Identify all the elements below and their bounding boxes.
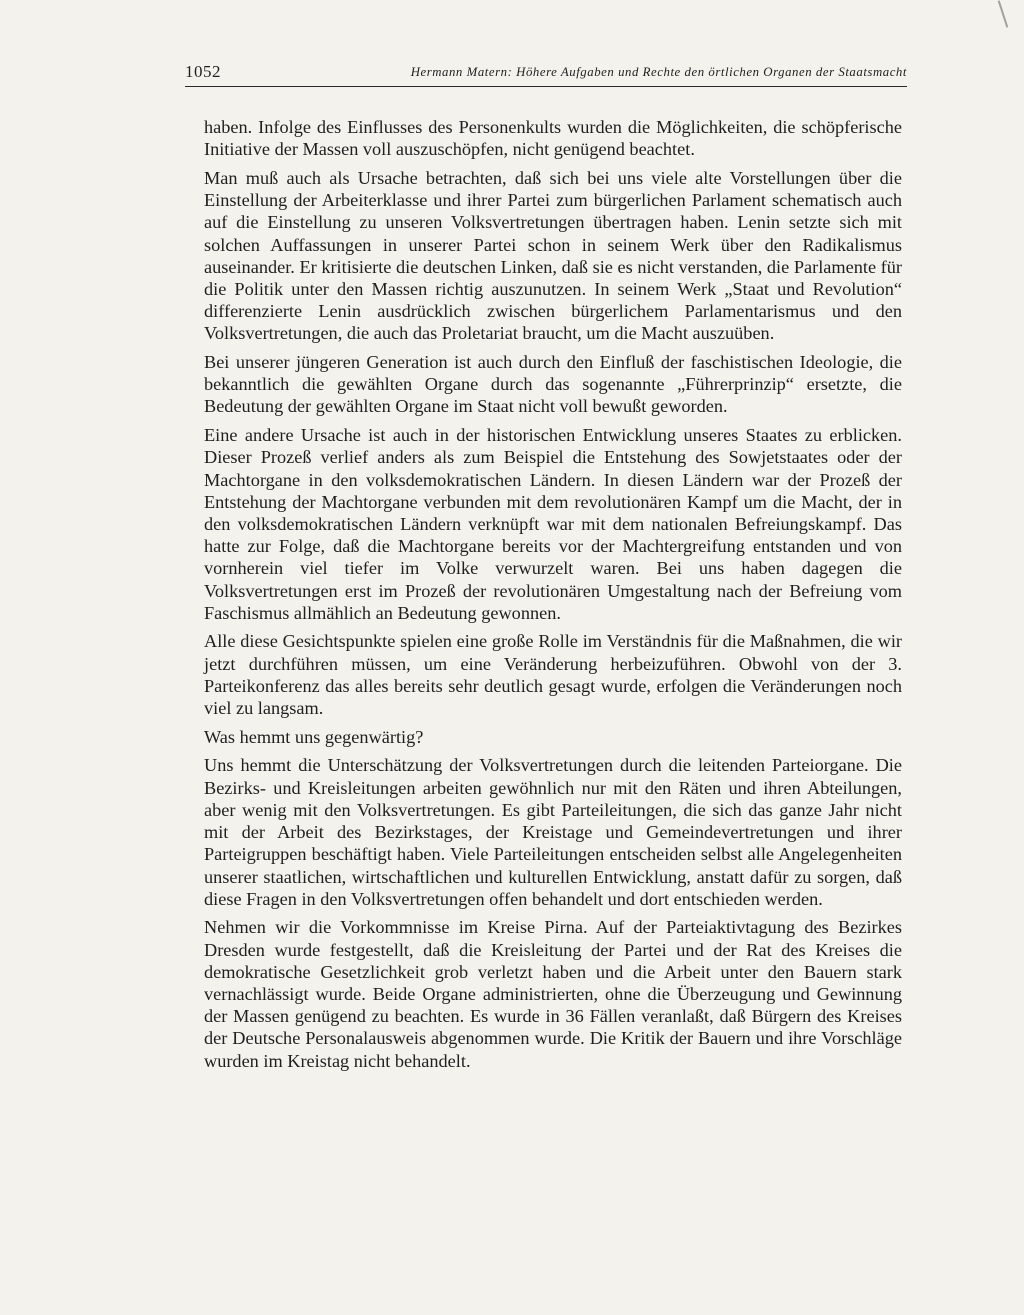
paragraph: Man muß auch als Ursache betrachten, daß sich bei uns viele alte Vorstellungen über die Einstellung der Arbeiterklasse und ihrer Partei zum bürgerlichen Parlament schematisch auch auf die Einstellung zu unseren Volksvertretungen übertragen haben. Lenin setzte sich mit solchen Auffassungen in unserer Partei schon in seinem Werk über den Radikalismus auseinander. Er kritisierte die deutschen Linken, daß sie es nicht verstanden, die Parlamente für die Politik unter den Massen richtig auszunutzen. In seinem Werk „Staat und Revolution“ differenzierte Lenin ausdrücklich zwischen bürgerlichem Parlamentarismus und den Volksvertretungen, die auch das Proletariat braucht, um die Macht auszuüben. [204,167,902,344]
page-header [185,62,907,87]
paragraph: Alle diese Gesichtspunkte spielen eine große Rolle im Verständnis für die Maßnahmen, die wir jetzt durchführen müssen, um eine Veränderung herbeizuführen. Obwohl von der 3. Parteikonferenz das alles bereits sehr deutlich gesagt wurde, erfolgen die Veränderungen noch viel zu langsam. [204,631,902,719]
body-text [204,116,902,1078]
paragraph: Bei unserer jüngeren Generation ist auch durch den Einfluß der faschistischen Ideologie, die bekanntlich die gewählten Organe durch das sogenannte „Führerprinzip“ ersetzte, die Bedeutung der gewählten Organe im Staat nicht voll bewußt geworden. [204,352,902,417]
paragraph: Nehmen wir die Vorkommnisse im Kreise Pirna. Auf der Parteiaktivtagung des Bezirkes Dresden wurde festgestellt, daß die Kreisleitung der Partei und der Rat des Kreises die demokratische Gesetzlichkeit grob verletzt haben und die Arbeit unter den Bauern stark vernachlässigt wurde. Beide Organe administrierten, ohne die Überzeugung und Gewinnung der Massen genügend zu beachten. Es wurde in 36 Fällen veranlaßt, daß Bürgern des Kreises der Deutsche Personalausweis abgenommen wurde. Die Kritik der Bauern und ihre Vorschläge wurden im Kreistag nicht behandelt. [204,917,902,1071]
paragraph: Was hemmt uns gegenwärtig? [204,726,424,747]
scan-artifact [998,0,1009,27]
page-number: 1052 [185,62,221,81]
running-title: Hermann Matern: Höhere Aufgaben und Rechte den örtlichen Organen der Staatsmacht [410,65,907,79]
paragraph: haben. Infolge des Einflusses des Personenkults wurden die Möglichkeiten, die schöpferische Initiative der Massen voll auszuschöpfen, nicht genügend beachtet. [204,117,902,160]
paragraph: Uns hemmt die Unterschätzung der Volksvertretungen durch die leitenden Parteiorgane. Die Bezirks- und Kreisleitungen arbeiten gewöhnlich nur mit den Räten und ihren Abteilungen, aber wenig mit den Volksvertretungen. Es gibt Parteileitungen, die sich das ganze Jahr nicht mit der Arbeit des Bezirkstages, der Kreistage und Gemeindevertretungen und ihrer Parteigruppen beschäftigt haben. Viele Parteileitungen entscheiden selbst alle Angelegenheiten unserer staatlichen, wirtschaftlichen und kulturellen Entwicklung, anstatt dafür zu sorgen, daß diese Fragen in den Volksvertretungen offen behandelt und dort entschieden werden. [204,755,902,909]
paragraph: Eine andere Ursache ist auch in der historischen Entwicklung unseres Staates zu erblicken. Dieser Prozeß verlief anders als zum Beispiel die Entstehung des Sowjetstaates oder der Machtorgane in den volksdemokratischen Ländern. In diesen Ländern war der Prozeß der Entstehung der Machtorgane verbunden mit dem revolutionären Kampf um die Macht, der in den volksdemokratischen Ländern verknüpft war mit dem nationalen Befreiungskampf. Das hatte zur Folge, daß die Machtorgane bereits vor der Machtergreifung entstanden und von vornherein viel tiefer im Volke verwurzelt waren. Bei uns haben dagegen die Volksvertretungen erst im Prozeß der revolutionären Umgestaltung nach der Befreiung vom Faschismus allmählich an Bedeutung gewonnen. [204,425,902,623]
